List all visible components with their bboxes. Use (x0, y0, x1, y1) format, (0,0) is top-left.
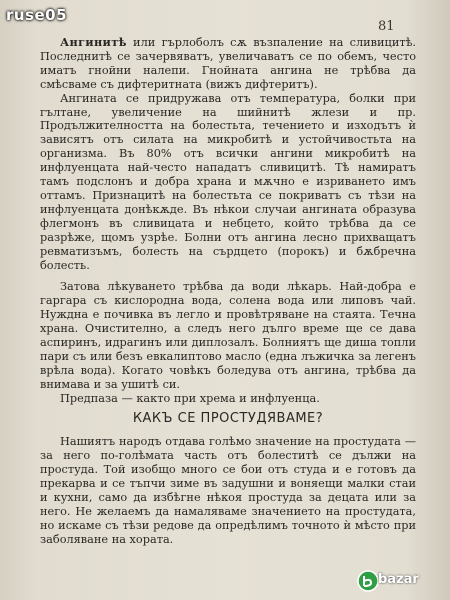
page-number: 81 (378, 19, 395, 34)
watermark: ruse05 (6, 6, 68, 24)
paragraph-angina-definition (40, 36, 416, 92)
bazar-logo (356, 566, 446, 596)
paragraph-text: или гърлоболъ сѫ възпаление на сливицитѣ. Последнитѣ се зачервяватъ, увеличаватъ се по обемъ, често иматъ гнойни налепи. Гнойната ангина не трѣбва да смѣсваме съ дифтеритната (вижъ дифтеритъ). (40, 36, 416, 91)
bazar-logo-text: bazar (378, 572, 419, 587)
paragraph-cold: Нашиятъ народъ отдава голѣмо значение на простудата — за него по-голѣмата часть отъ болеститѣ се дължи на простуда. Той изобщо много се бои отъ студа и е готовъ да прекарва и се тъпчи зиме въ задушни и воняещи малки стаи и кухни, само да избѣгне нѣкоя простуда за децата или за него. Не желаемъ да намаляваме значението на простудата, но искаме съ тѣзи редове да опредѣлимъ точното ѝ мѣсто при заболяване на хората. (40, 435, 416, 546)
section-heading: КАКЪ СЕ ПРОСТУДЯВАМЕ? (132, 410, 324, 426)
paragraph-symptoms: Ангината се придружава отъ температура, болки при гълтане, увеличение на шийнитѣ жлези и пр. Продължителността на болестьта, течението и изходътъ ѝ зависятъ отъ силата на микробитѣ и устойчивостьта на организма. Въ 80% отъ всички ангини микробитѣ на инфлуенцата най-често нападатъ сливицитѣ. Тѣ намиратъ тамъ подслонъ и добра храна и мѫчно е изриването имъ оттамъ. Признацитѣ на болестьта се покриватъ съ тѣзи на инфлуенцата донѣкѫде. Въ нѣкои случаи ангината образува флегмонъ въ сливицата и небцето, който трѣбва да се разрѣже, щомъ узрѣе. Болни отъ ангина лесно прихващатъ ревматизъмъ, болесть на сърдцето (порокъ) и бѫбречна болесть. (40, 91, 416, 272)
paragraph-lead-term: Ангинитѣ (60, 35, 127, 49)
paragraph-prevention: Предпаза — както при хрема и инфлуенца. (60, 391, 320, 405)
bazar-logo-icon (356, 569, 380, 593)
page-body (40, 36, 416, 547)
paragraph-treatment: Затова лѣкуването трѣбва да води лѣкарь. Най-добра е гаргара съ кислородна вода, солена вода или липовъ чай. Нуждна е почивка въ легло и провѣтряване на стаята. Течна храна. Очистително, а следъ него дълго време ще се дава аспиринъ, идрагинъ или диплозалъ. Болниятъ ще диша топли пари съ или безъ евкалиптово масло (една лъжичка за легенъ врѣла вода). Когато човѣкъ боледува отъ ангина, трѣбва да внимава и за ушитѣ си. (40, 280, 416, 391)
